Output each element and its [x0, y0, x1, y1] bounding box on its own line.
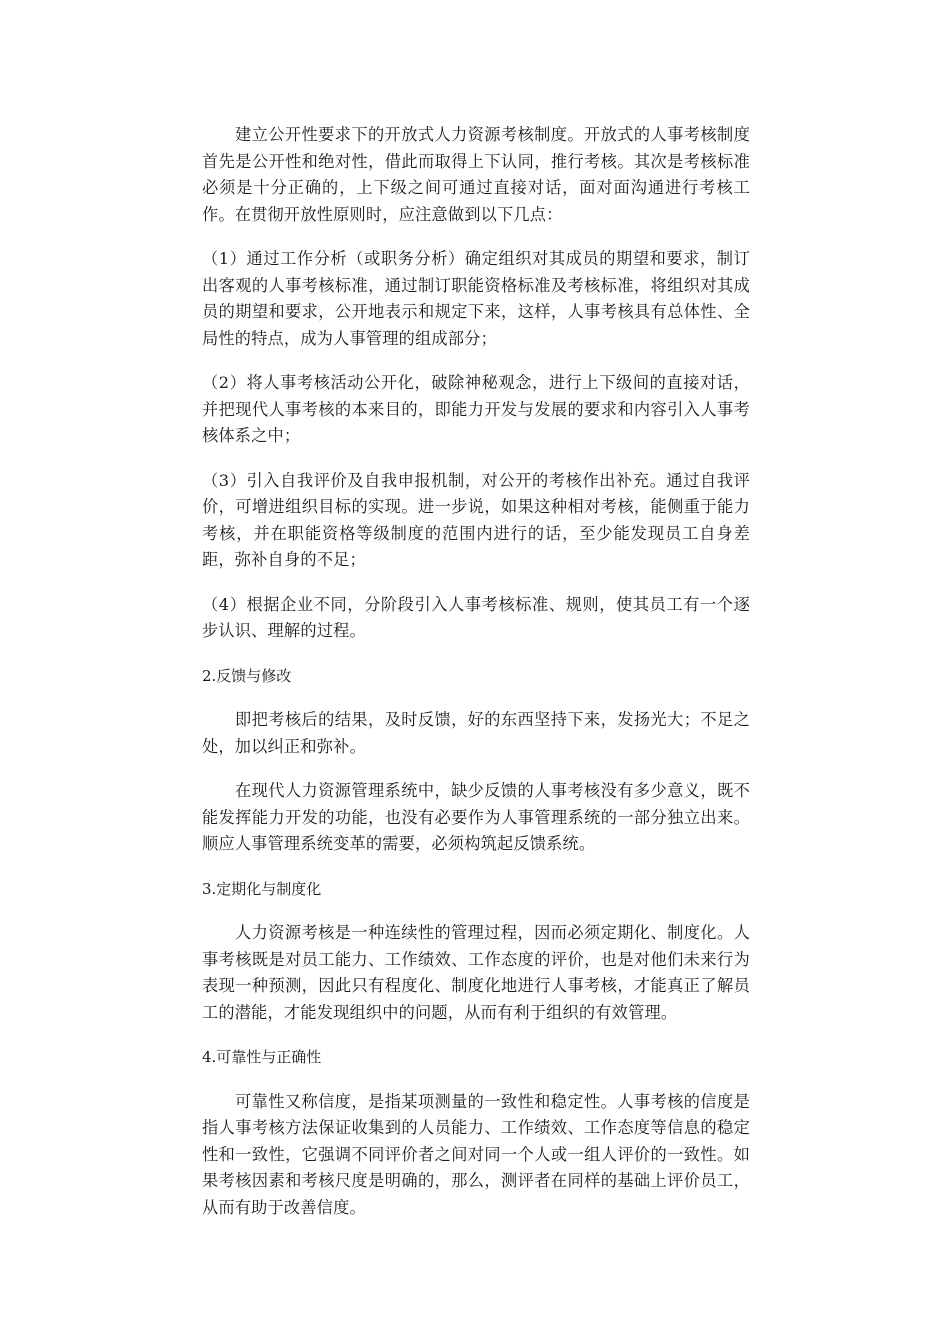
paragraph-point-1: （1）通过工作分析（或职务分析）确定组织对其成员的期望和要求，制订出客观的人事考核标准，通过制订职能资格标准及考核标准，将组织对其成员的期望和要求，公开地表示和规定下来，这样，人事考核具有总体性、全局性的特点，成为人事管理的组成部分； — [202, 249, 750, 348]
paragraph-point-2: （2）将人事考核活动公开化，破除神秘观念，进行上下级间的直接对话，并把现代人事考核的本来目的，即能力开发与发展的要求和内容引入人事考核体系之中； — [202, 373, 750, 445]
document-body — [202, 122, 750, 1221]
section-heading-reliability: 4.可靠性与正确性 — [202, 1048, 322, 1066]
paragraph-feedback-2: 在现代人力资源管理系统中，缺少反馈的人事考核没有多少意义，既不能发挥能力开发的功能，也没有必要作为人事管理系统的一部分独立出来。顺应人事管理系统变革的需要，必须构筑起反馈系统。 — [202, 781, 750, 853]
section-heading-feedback: 2.反馈与修改 — [202, 666, 292, 685]
section-heading-regularization: 3.定期化与制度化 — [202, 879, 322, 898]
paragraph-point-3: （3）引入自我评价及自我申报机制，对公开的考核作出补充。通过自我评价，可增进组织目标的实现。进一步说，如果这种相对考核，能侧重于能力考核，并在职能资格等级制度的范围内进行的话，至少能发现员工自身差距，弥补自身的不足； — [202, 470, 750, 569]
paragraph-openness-intro: 建立公开性要求下的开放式人力资源考核制度。开放式的人事考核制度首先是公开性和绝对性，借此而取得上下认同，推行考核。其次是考核标准必须是十分正确的，上下级之间可通过直接对话，面对面沟通进行考核工作。在贯彻开放性原则时，应注意做到以下几点： — [202, 125, 750, 224]
paragraph-reliability: 可靠性又称信度，是指某项测量的一致性和稳定性。人事考核的信度是指人事考核方法保证收集到的人员能力、工作绩效、工作态度等信息的稳定性和一致性，它强调不同评价者之间对同一个人或一组人评价的一致性。如果考核因素和考核尺度是明确的，那么，测评者在同样的基础上评价员工，从而有助于改善信度。 — [202, 1091, 750, 1217]
paragraph-regularization: 人力资源考核是一种连续性的管理过程，因而必须定期化、制度化。人事考核既是对员工能力、工作绩效、工作态度的评价，也是对他们未来行为表现一种预测，因此只有程度化、制度化地进行人事考核，才能真正了解员工的潜能，才能发现组织中的问题，从而有利于组织的有效管理。 — [202, 923, 750, 1022]
paragraph-point-4: （4）根据企业不同，分阶段引入人事考核标准、规则，使其员工有一个逐步认识、理解的过程。 — [202, 594, 750, 640]
paragraph-feedback-1: 即把考核后的结果，及时反馈，好的东西坚持下来，发扬光大；不足之处，加以纠正和弥补。 — [202, 710, 750, 756]
